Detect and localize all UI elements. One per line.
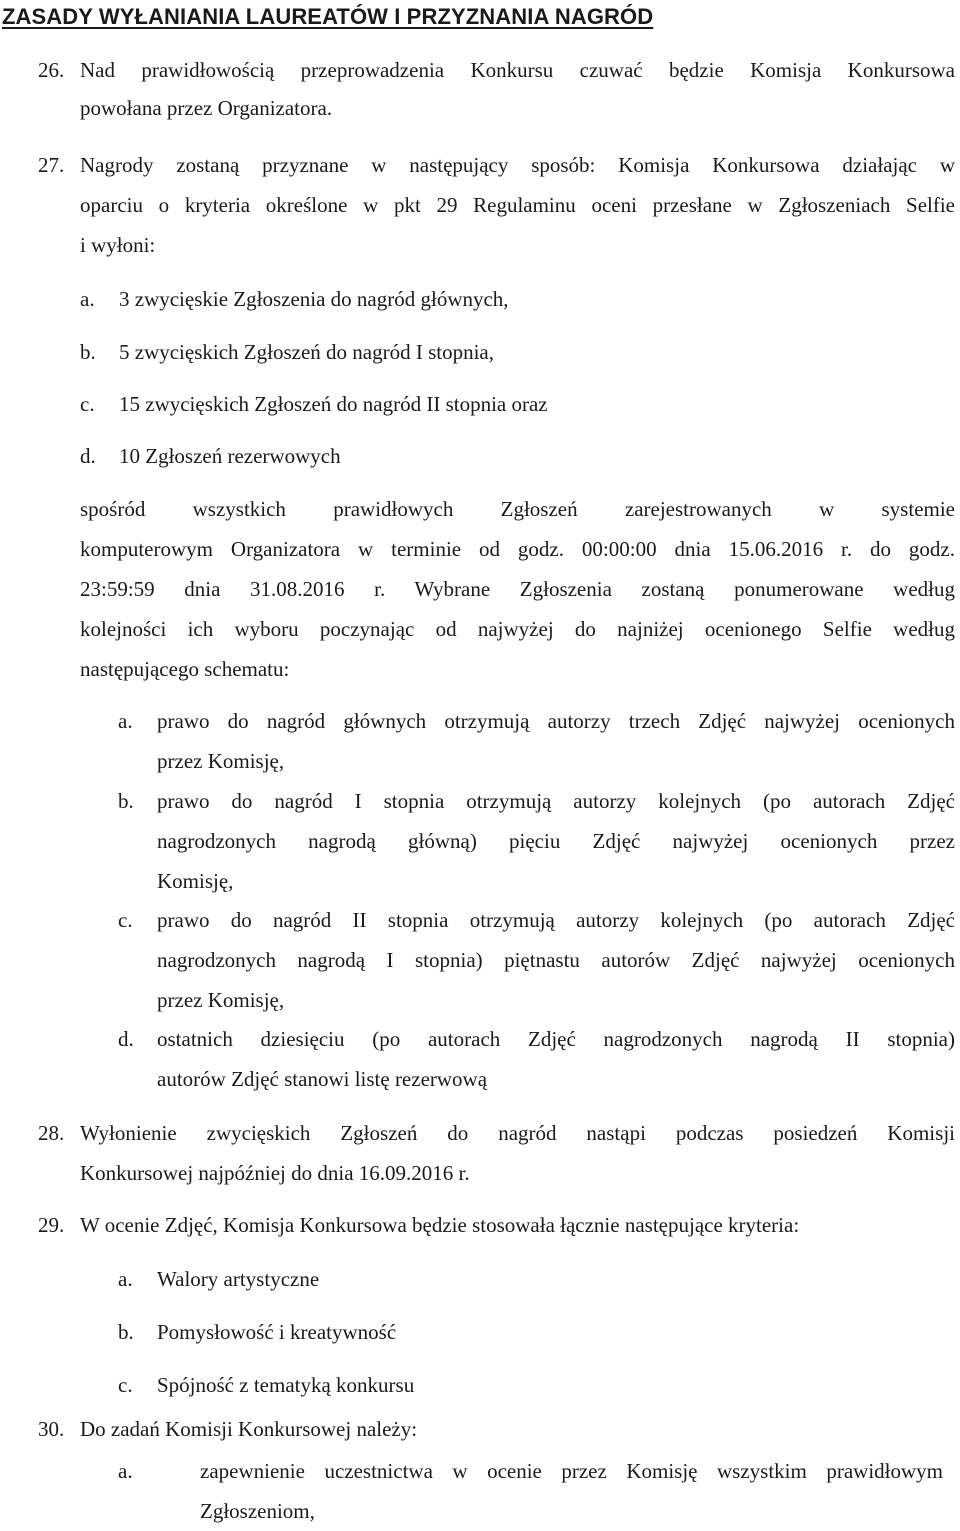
schema-a-label: a. <box>118 709 133 733</box>
p27-item-d-label: d. <box>80 444 96 468</box>
p27-item-c-label: c. <box>80 392 95 416</box>
p27-item-b-text: 5 zwycięskich Zgłoszeń do nagród I stopnia, <box>119 340 494 364</box>
p27-item-a-text: 3 zwycięskie Zgłoszenia do nagród głównych, <box>119 287 509 311</box>
p27-line-1: Nagrody zostaną przyznane w następujący sposób: Komisja Konkursowa działając w <box>80 153 955 177</box>
schema-d-label: d. <box>118 1027 134 1051</box>
p29-item-b-label: b. <box>118 1320 134 1344</box>
p27-para-line-5: następującego schematu: <box>80 657 290 681</box>
p27-line-2: oparciu o kryteria określone w pkt 29 Regulaminu oceni przesłane w Zgłoszeniach Selfie <box>80 193 955 217</box>
schema-c-line-3: przez Komisję, <box>157 988 285 1012</box>
schema-a-line-1: prawo do nagród głównych otrzymują autorzy trzech Zdjęć najwyżej ocenionych <box>157 709 955 733</box>
paragraph-number-27: 27. <box>38 153 65 177</box>
p26-line-2: powołana przez Organizatora. <box>80 96 333 120</box>
schema-b-line-1: prawo do nagród I stopnia otrzymują autorzy kolejnych (po autorach Zdjęć <box>157 789 955 813</box>
schema-a-line-2: przez Komisję, <box>157 749 285 773</box>
p29-item-b-text: Pomysłowość i kreatywność <box>157 1320 397 1344</box>
p29-item-c-label: c. <box>118 1373 133 1397</box>
p28-line-1: Wyłonienie zwycięskich Zgłoszeń do nagród nastąpi podczas posiedzeń Komisji <box>80 1121 955 1145</box>
p29-item-a-label: a. <box>118 1267 133 1291</box>
p30-item-a-label: a. <box>118 1459 133 1483</box>
p27-para-line-3: 23:59:59 dnia 31.08.2016 r. Wybrane Zgłoszenia zostaną ponumerowane według <box>80 577 955 601</box>
schema-c-line-1: prawo do nagród II stopnia otrzymują autorzy kolejnych (po autorach Zdjęć <box>157 908 955 932</box>
paragraph-number-29: 29. <box>38 1213 65 1237</box>
p27-para-line-4: kolejności ich wyboru poczynając od najwyżej do najniżej ocenionego Selfie według <box>80 617 955 641</box>
p29-item-c-text: Spójność z tematyką konkursu <box>157 1373 415 1397</box>
p30-line-1: Do zadań Komisji Konkursowej należy: <box>80 1417 418 1441</box>
p27-line-3: i wyłoni: <box>80 233 156 257</box>
schema-d-line-2: autorów Zdjęć stanowi listę rezerwową <box>157 1067 488 1091</box>
schema-b-label: b. <box>118 789 134 813</box>
p27-item-c-text: 15 zwycięskich Zgłoszeń do nagród II stopnia oraz <box>119 392 548 416</box>
p30-item-a-line-2: Zgłoszeniom, <box>200 1499 315 1523</box>
schema-b-line-3: Komisję, <box>157 869 234 893</box>
paragraph-number-26: 26. <box>38 58 65 82</box>
p27-item-b-label: b. <box>80 340 96 364</box>
schema-b-line-2: nagrodzonych nagrodą główną) pięciu Zdjęć najwyżej ocenionych przez <box>157 829 955 853</box>
schema-c-label: c. <box>118 908 133 932</box>
schema-c-line-2: nagrodzonych nagrodą I stopnia) piętnastu autorów Zdjęć najwyżej ocenionych <box>157 948 955 972</box>
p28-line-2: Konkursowej najpóźniej do dnia 16.09.2016 r. <box>80 1161 470 1185</box>
schema-d-line-1: ostatnich dziesięciu (po autorach Zdjęć nagrodzonych nagrodą II stopnia) <box>157 1027 955 1051</box>
paragraph-number-30: 30. <box>38 1417 65 1441</box>
p27-para-line-1: spośród wszystkich prawidłowych Zgłoszeń zarejestrowanych w systemie <box>80 497 955 521</box>
p27-item-d-text: 10 Zgłoszeń rezerwowych <box>119 444 341 468</box>
p27-item-a-label: a. <box>80 287 95 311</box>
p29-item-a-text: Walory artystyczne <box>157 1267 320 1291</box>
paragraph-number-28: 28. <box>38 1121 65 1145</box>
p27-para-line-2: komputerowym Organizatora w terminie od godz. 00:00:00 dnia 15.06.2016 r. do godz. <box>80 537 955 561</box>
p26-line-1: Nad prawidłowością przeprowadzenia Konkursu czuwać będzie Komisja Konkursowa <box>80 58 955 82</box>
p29-line-1: W ocenie Zdjęć, Komisja Konkursowa będzie stosowała łącznie następujące kryteria: <box>80 1213 800 1237</box>
p30-item-a-line-1: zapewnienie uczestnictwa w ocenie przez Komisję wszystkim prawidłowym <box>200 1459 943 1483</box>
section-heading: ZASADY WYŁANIANIA LAUREATÓW I PRZYZNANIA NAGRÓD <box>2 4 654 29</box>
